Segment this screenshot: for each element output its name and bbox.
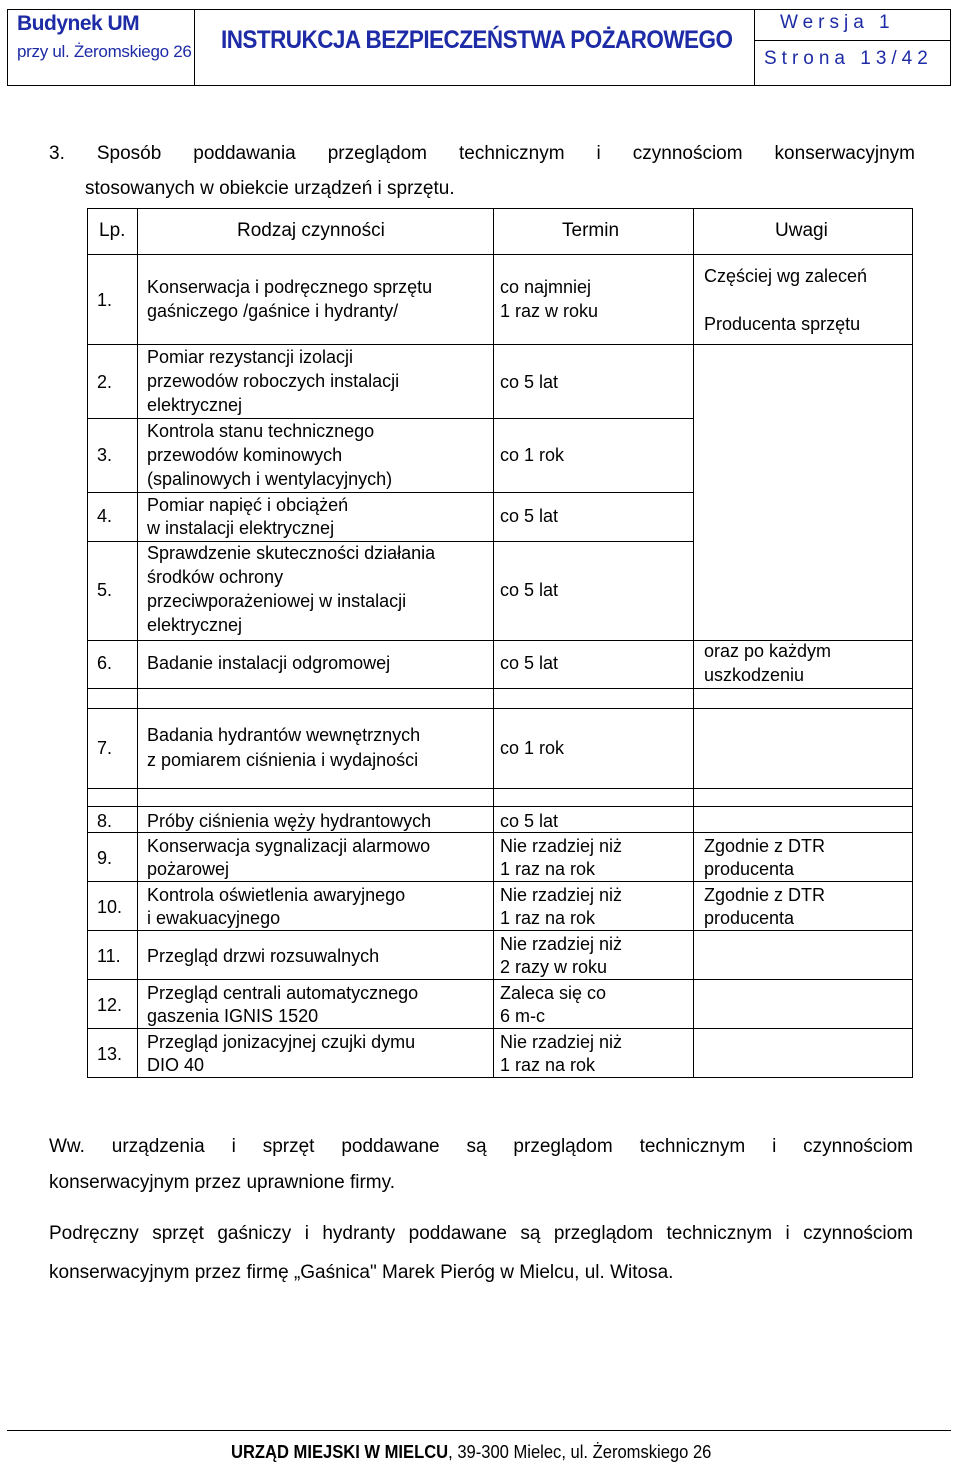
header-divider bbox=[755, 40, 951, 41]
row-9-notes: producenta bbox=[704, 859, 795, 879]
row-7-lp: 7. bbox=[97, 738, 113, 758]
table-rule bbox=[493, 208, 494, 1078]
row-8-lp: 8. bbox=[97, 811, 113, 831]
row-4-activity: w instalacji elektrycznej bbox=[147, 518, 335, 538]
row-2-lp: 2. bbox=[97, 372, 113, 392]
row-5-activity: Sprawdzenie skuteczności działania bbox=[147, 543, 436, 563]
row-4-activity: Pomiar napięć i obciążeń bbox=[147, 495, 349, 515]
table-rule bbox=[87, 1077, 913, 1078]
table-rule bbox=[87, 208, 88, 1078]
row-9-term: 1 raz na rok bbox=[500, 859, 596, 879]
page-footer bbox=[231, 1442, 711, 1463]
row-2-term: co 5 lat bbox=[500, 372, 559, 392]
header-activity: Rodzaj czynności bbox=[237, 220, 385, 241]
row-2-activity: Pomiar rezystancji izolacji bbox=[147, 347, 354, 367]
footer-divider bbox=[7, 1430, 951, 1431]
row-7-activity: Badania hydrantów wewnętrznych bbox=[147, 725, 421, 745]
table-rule bbox=[912, 208, 913, 1078]
row-1-notes: Częściej wg zaleceń bbox=[704, 266, 868, 286]
row-12-activity: Przegląd centrali automatycznego bbox=[147, 983, 419, 1003]
row-10-notes: producenta bbox=[704, 908, 795, 928]
row-13-term: 1 raz na rok bbox=[500, 1055, 596, 1075]
paragraph-2-line-1: Podręczny sprzęt gaśniczy i hydranty poddawane są przeglądom technicznym i czynnościom bbox=[49, 1223, 913, 1244]
paragraph-1-line-1: Ww. urządzenia i sprzęt poddawane są przeglądom technicznym i czynnościom bbox=[49, 1136, 913, 1157]
row-13-activity: DIO 40 bbox=[147, 1055, 205, 1075]
header-term: Termin bbox=[562, 220, 620, 241]
table-rule bbox=[87, 688, 913, 689]
paragraph-2-line-2: konserwacyjnym przez firmę „Gaśnica" Marek Pieróg w Mielcu, ul. Witosa. bbox=[49, 1262, 674, 1283]
table-rule bbox=[87, 930, 913, 931]
row-1-lp: 1. bbox=[97, 290, 113, 310]
row-1-activity: Konserwacja i podręcznego sprzętu bbox=[147, 277, 433, 297]
row-6-lp: 6. bbox=[97, 653, 113, 673]
section-heading: 3. Sposób poddawania przeglądom technicznym i czynnościom konserwacyjnym bbox=[49, 143, 915, 164]
row-7-activity: z pomiarem ciśnienia i wydajności bbox=[147, 750, 419, 770]
row-11-term: Nie rzadziej niż bbox=[500, 934, 623, 954]
table-rule bbox=[87, 788, 913, 789]
row-5-activity: przeciwporażeniowej w instalacji bbox=[147, 591, 407, 611]
row-8-term: co 5 lat bbox=[500, 811, 559, 831]
table-rule bbox=[87, 806, 913, 807]
row-6-activity: Badanie instalacji odgromowej bbox=[147, 653, 391, 673]
row-10-activity: Kontrola oświetlenia awaryjnego bbox=[147, 885, 406, 905]
row-3-activity: przewodów kominowych bbox=[147, 445, 343, 465]
row-5-term: co 5 lat bbox=[500, 580, 559, 600]
version-label: Wersja 1 bbox=[780, 12, 895, 33]
table-rule bbox=[693, 208, 694, 1078]
row-13-term: Nie rzadziej niż bbox=[500, 1032, 623, 1052]
row-1-notes: Producenta sprzętu bbox=[704, 314, 861, 334]
footer-org: URZĄD MIEJSKI W MIELCU bbox=[231, 1442, 449, 1462]
table-rule bbox=[87, 208, 913, 209]
row-12-term: Zaleca się co bbox=[500, 983, 607, 1003]
row-9-term: Nie rzadziej niż bbox=[500, 836, 623, 856]
table-rule bbox=[87, 881, 913, 882]
row-13-activity: Przegląd jonizacyjnej czujki dymu bbox=[147, 1032, 416, 1052]
table-rule bbox=[87, 254, 913, 255]
row-9-lp: 9. bbox=[97, 848, 113, 868]
row-9-activity: pożarowej bbox=[147, 859, 230, 879]
row-1-activity: gaśniczego /gaśnice i hydranty/ bbox=[147, 301, 399, 321]
row-6-term: co 5 lat bbox=[500, 653, 559, 673]
section-heading-cont: stosowanych w obiekcie urządzeń i sprzętu. bbox=[85, 178, 455, 199]
row-3-lp: 3. bbox=[97, 445, 113, 465]
row-9-notes: Zgodnie z DTR bbox=[704, 836, 826, 856]
maintenance-table bbox=[87, 208, 913, 1078]
row-2-activity: przewodów roboczych instalacji bbox=[147, 371, 400, 391]
row-11-lp: 11. bbox=[97, 946, 121, 966]
row-5-lp: 5. bbox=[97, 580, 113, 600]
row-10-activity: i ewakuacyjnego bbox=[147, 908, 281, 928]
header-lp: Lp. bbox=[99, 220, 126, 241]
footer-address: , 39-300 Mielec, ul. Żeromskiego 26 bbox=[448, 1442, 712, 1462]
row-10-lp: 10. bbox=[97, 897, 123, 917]
row-6-notes: uszkodzeniu bbox=[704, 665, 805, 685]
paragraph-1-line-2: konserwacyjnym przez uprawnione firmy. bbox=[49, 1172, 395, 1193]
row-3-activity: Kontrola stanu technicznego bbox=[147, 421, 375, 441]
building-name: Budynek UM bbox=[17, 12, 140, 35]
row-6-notes: oraz po każdym bbox=[704, 641, 832, 661]
row-3-activity: (spalinowych i wentylacyjnych) bbox=[147, 469, 393, 489]
row-13-lp: 13. bbox=[97, 1044, 123, 1064]
row-11-term: 2 razy w roku bbox=[500, 957, 608, 977]
row-10-term: 1 raz na rok bbox=[500, 908, 596, 928]
row-12-activity: gaszenia IGNIS 1520 bbox=[147, 1006, 319, 1026]
row-1-term: co najmniej bbox=[500, 277, 592, 297]
row-8-activity: Próby ciśnienia węży hydrantowych bbox=[147, 811, 432, 831]
row-5-activity: środków ochrony bbox=[147, 567, 284, 587]
row-11-activity: Przegląd drzwi rozsuwalnych bbox=[147, 946, 380, 966]
row-4-term: co 5 lat bbox=[500, 506, 559, 526]
table-rule bbox=[87, 708, 913, 709]
row-9-activity: Konserwacja sygnalizacji alarmowo bbox=[147, 836, 431, 856]
row-5-activity: elektrycznej bbox=[147, 615, 243, 635]
row-3-term: co 1 rok bbox=[500, 445, 565, 465]
row-12-lp: 12. bbox=[97, 995, 123, 1015]
row-10-notes: Zgodnie z DTR bbox=[704, 885, 826, 905]
row-12-term: 6 m-c bbox=[500, 1006, 545, 1026]
header-notes: Uwagi bbox=[775, 220, 828, 241]
table-rule bbox=[87, 979, 913, 980]
table-rule bbox=[87, 1028, 913, 1029]
table-rule bbox=[137, 208, 138, 1078]
row-2-activity: elektrycznej bbox=[147, 395, 243, 415]
building-address: przy ul. Żeromskiego 26 bbox=[17, 42, 192, 61]
page-number: Strona 13/42 bbox=[764, 48, 933, 69]
row-10-term: Nie rzadziej niż bbox=[500, 885, 623, 905]
row-4-lp: 4. bbox=[97, 506, 113, 526]
document-title: INSTRUKCJA BEZPIECZEŃSTWA POŻAROWEGO bbox=[221, 26, 733, 54]
row-7-term: co 1 rok bbox=[500, 738, 565, 758]
row-1-term: 1 raz w roku bbox=[500, 301, 599, 321]
